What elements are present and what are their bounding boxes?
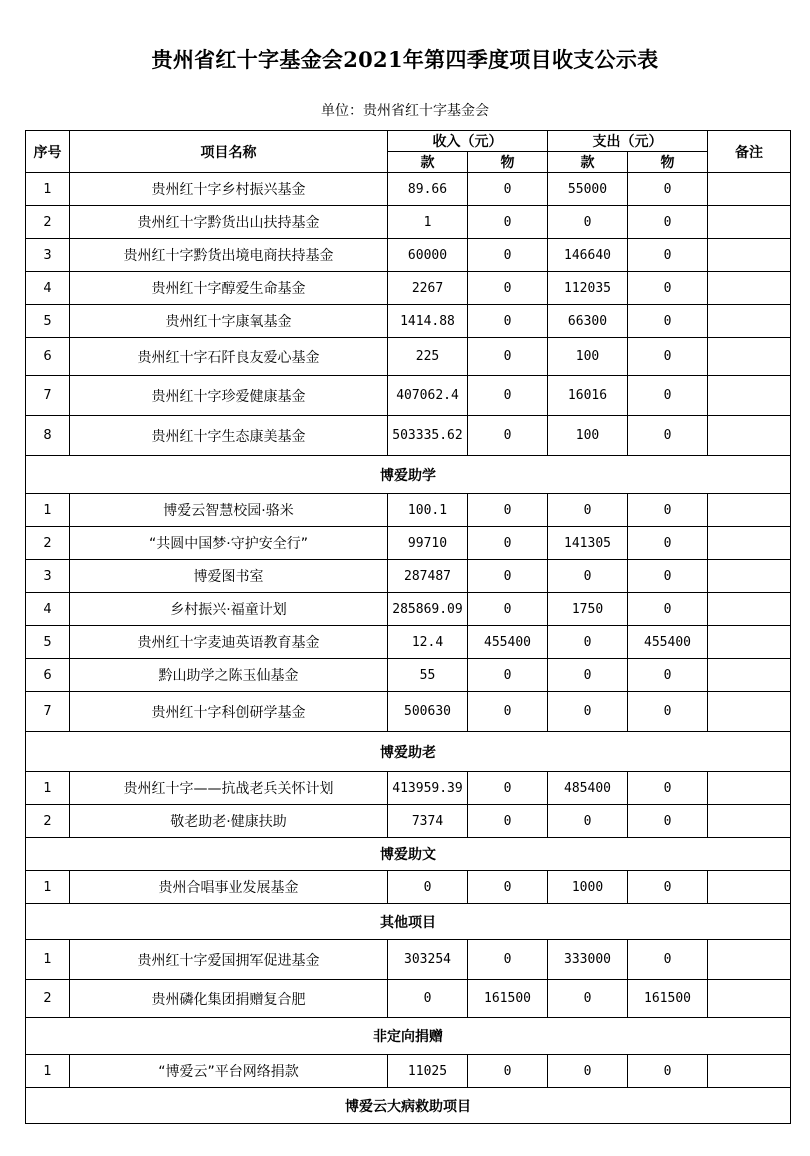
cell-expense-money: 141305 — [548, 527, 628, 560]
table-row — [26, 1055, 791, 1088]
table-row — [26, 940, 791, 980]
cell-remark — [708, 659, 791, 692]
cell-remark — [708, 494, 791, 527]
header-seq: 序号 — [26, 131, 70, 173]
section-header-row — [26, 904, 791, 940]
cell-expense-goods: 0 — [628, 173, 708, 206]
header-expense-money: 款 — [548, 152, 628, 173]
cell-expense-goods: 0 — [628, 206, 708, 239]
cell-remark — [708, 772, 791, 805]
cell-project-name: 贵州红十字珍爱健康基金 — [70, 376, 388, 416]
cell-income-money: 60000 — [388, 239, 468, 272]
cell-income-goods: 0 — [468, 527, 548, 560]
cell-remark — [708, 980, 791, 1018]
cell-income-money: 89.66 — [388, 173, 468, 206]
table-row — [26, 272, 791, 305]
cell-project-name: 贵州红十字科创研学基金 — [70, 692, 388, 732]
table-row — [26, 772, 791, 805]
cell-project-name: 贵州红十字爱国拥军促进基金 — [70, 940, 388, 980]
cell-remark — [708, 527, 791, 560]
table-row — [26, 527, 791, 560]
cell-expense-goods: 0 — [628, 1055, 708, 1088]
cell-expense-money: 55000 — [548, 173, 628, 206]
cell-income-money: 1414.88 — [388, 305, 468, 338]
cell-seq: 1 — [26, 940, 70, 980]
table-body — [26, 173, 791, 1124]
cell-seq: 3 — [26, 239, 70, 272]
cell-income-goods: 0 — [468, 1055, 548, 1088]
cell-income-goods: 0 — [468, 560, 548, 593]
cell-remark — [708, 173, 791, 206]
table-row — [26, 173, 791, 206]
cell-project-name: 贵州红十字醇爱生命基金 — [70, 272, 388, 305]
unit-label: 单位：贵州省红十字基金会 — [321, 103, 489, 119]
cell-income-money: 225 — [388, 338, 468, 376]
table-row — [26, 560, 791, 593]
cell-income-money: 99710 — [388, 527, 468, 560]
table-row — [26, 305, 791, 338]
cell-expense-money: 0 — [548, 494, 628, 527]
section-header-row — [26, 456, 791, 494]
cell-expense-goods: 0 — [628, 416, 708, 456]
cell-income-money: 55 — [388, 659, 468, 692]
cell-expense-money: 1000 — [548, 871, 628, 904]
cell-project-name: 敬老助老·健康扶助 — [70, 805, 388, 838]
cell-remark — [708, 206, 791, 239]
cell-expense-money: 66300 — [548, 305, 628, 338]
cell-expense-goods: 0 — [628, 692, 708, 732]
cell-remark — [708, 239, 791, 272]
cell-expense-goods: 0 — [628, 376, 708, 416]
cell-remark — [708, 593, 791, 626]
cell-expense-money: 0 — [548, 692, 628, 732]
table-row — [26, 980, 791, 1018]
cell-income-goods: 0 — [468, 692, 548, 732]
cell-remark — [708, 305, 791, 338]
cell-seq: 2 — [26, 206, 70, 239]
cell-income-goods: 0 — [468, 940, 548, 980]
cell-seq: 8 — [26, 416, 70, 456]
cell-project-name: 贵州红十字石阡良友爱心基金 — [70, 338, 388, 376]
cell-project-name: 贵州红十字黔货出山扶持基金 — [70, 206, 388, 239]
cell-expense-goods: 0 — [628, 305, 708, 338]
table-row — [26, 338, 791, 376]
cell-seq: 1 — [26, 772, 70, 805]
cell-expense-money: 146640 — [548, 239, 628, 272]
header-remark: 备注 — [708, 131, 791, 173]
cell-seq: 7 — [26, 376, 70, 416]
section-header-row — [26, 1088, 791, 1124]
section-header-row — [26, 732, 791, 772]
cell-income-money: 503335.62 — [388, 416, 468, 456]
cell-expense-money: 0 — [548, 1055, 628, 1088]
cell-expense-goods: 0 — [628, 871, 708, 904]
table-row — [26, 494, 791, 527]
header-income-goods: 物 — [468, 152, 548, 173]
cell-expense-money: 100 — [548, 416, 628, 456]
cell-income-goods: 0 — [468, 871, 548, 904]
cell-seq: 3 — [26, 560, 70, 593]
table-row — [26, 206, 791, 239]
header-name: 项目名称 — [70, 131, 388, 173]
header-income-money: 款 — [388, 152, 468, 173]
cell-remark — [708, 1055, 791, 1088]
cell-income-money: 413959.39 — [388, 772, 468, 805]
cell-income-money: 303254 — [388, 940, 468, 980]
header-expense-goods: 物 — [628, 152, 708, 173]
cell-expense-money: 16016 — [548, 376, 628, 416]
cell-remark — [708, 940, 791, 980]
cell-expense-money: 0 — [548, 626, 628, 659]
cell-income-money: 11025 — [388, 1055, 468, 1088]
cell-remark — [708, 376, 791, 416]
table-row — [26, 239, 791, 272]
cell-remark — [708, 272, 791, 305]
cell-income-money: 7374 — [388, 805, 468, 838]
section-title: 博爱助老 — [26, 732, 791, 772]
cell-seq: 6 — [26, 338, 70, 376]
cell-income-money: 12.4 — [388, 626, 468, 659]
table-row — [26, 871, 791, 904]
cell-seq: 4 — [26, 593, 70, 626]
cell-seq: 2 — [26, 527, 70, 560]
cell-project-name: 贵州红十字乡村振兴基金 — [70, 173, 388, 206]
table-row — [26, 593, 791, 626]
cell-project-name: 贵州合唱事业发展基金 — [70, 871, 388, 904]
report-table — [25, 130, 791, 1124]
cell-project-name: “共圆中国梦·守护安全行” — [70, 527, 388, 560]
cell-income-goods: 455400 — [468, 626, 548, 659]
table-row — [26, 805, 791, 838]
cell-expense-money: 0 — [548, 206, 628, 239]
cell-project-name: 黔山助学之陈玉仙基金 — [70, 659, 388, 692]
cell-income-money: 0 — [388, 980, 468, 1018]
cell-seq: 6 — [26, 659, 70, 692]
cell-expense-money: 1750 — [548, 593, 628, 626]
cell-project-name: 博爱云智慧校园·骆米 — [70, 494, 388, 527]
cell-project-name: “博爱云”平台网络捐款 — [70, 1055, 388, 1088]
cell-project-name: 博爱图书室 — [70, 560, 388, 593]
cell-remark — [708, 626, 791, 659]
header-income: 收入（元） — [388, 131, 548, 152]
cell-project-name: 贵州红十字黔货出境电商扶持基金 — [70, 239, 388, 272]
cell-income-goods: 161500 — [468, 980, 548, 1018]
cell-income-money: 2267 — [388, 272, 468, 305]
cell-income-goods: 0 — [468, 173, 548, 206]
cell-income-goods: 0 — [468, 772, 548, 805]
cell-income-goods: 0 — [468, 376, 548, 416]
cell-expense-goods: 161500 — [628, 980, 708, 1018]
cell-seq: 5 — [26, 626, 70, 659]
cell-expense-goods: 0 — [628, 527, 708, 560]
table-header — [26, 131, 791, 173]
section-title: 其他项目 — [26, 904, 791, 940]
cell-income-money: 285869.09 — [388, 593, 468, 626]
cell-seq: 5 — [26, 305, 70, 338]
cell-income-goods: 0 — [468, 593, 548, 626]
cell-remark — [708, 871, 791, 904]
cell-project-name: 贵州红十字康氧基金 — [70, 305, 388, 338]
cell-expense-goods: 0 — [628, 593, 708, 626]
cell-remark — [708, 338, 791, 376]
cell-remark — [708, 560, 791, 593]
header-expense: 支出（元） — [548, 131, 708, 152]
cell-income-goods: 0 — [468, 416, 548, 456]
cell-expense-goods: 0 — [628, 940, 708, 980]
cell-expense-money: 0 — [548, 659, 628, 692]
cell-expense-money: 100 — [548, 338, 628, 376]
cell-income-goods: 0 — [468, 494, 548, 527]
cell-expense-money: 0 — [548, 805, 628, 838]
cell-income-goods: 0 — [468, 805, 548, 838]
cell-project-name: 贵州磷化集团捐赠复合肥 — [70, 980, 388, 1018]
cell-expense-goods: 0 — [628, 272, 708, 305]
cell-expense-goods: 0 — [628, 338, 708, 376]
cell-expense-goods: 0 — [628, 494, 708, 527]
table-row — [26, 416, 791, 456]
cell-seq: 7 — [26, 692, 70, 732]
cell-income-money: 407062.4 — [388, 376, 468, 416]
table-row — [26, 659, 791, 692]
table-row — [26, 376, 791, 416]
table-row — [26, 626, 791, 659]
section-title: 博爱助学 — [26, 456, 791, 494]
cell-income-goods: 0 — [468, 239, 548, 272]
cell-expense-goods: 0 — [628, 772, 708, 805]
section-header-row — [26, 838, 791, 871]
cell-income-money: 0 — [388, 871, 468, 904]
cell-expense-money: 485400 — [548, 772, 628, 805]
cell-expense-goods: 455400 — [628, 626, 708, 659]
cell-expense-goods: 0 — [628, 659, 708, 692]
cell-income-money: 287487 — [388, 560, 468, 593]
cell-expense-money: 0 — [548, 980, 628, 1018]
cell-expense-goods: 0 — [628, 239, 708, 272]
cell-expense-money: 0 — [548, 560, 628, 593]
cell-expense-goods: 0 — [628, 560, 708, 593]
cell-remark — [708, 805, 791, 838]
cell-seq: 1 — [26, 494, 70, 527]
cell-expense-goods: 0 — [628, 805, 708, 838]
section-header-row — [26, 1018, 791, 1055]
cell-remark — [708, 692, 791, 732]
cell-expense-money: 112035 — [548, 272, 628, 305]
cell-seq: 4 — [26, 272, 70, 305]
cell-income-goods: 0 — [468, 659, 548, 692]
cell-seq: 2 — [26, 805, 70, 838]
section-title: 博爱助文 — [26, 838, 791, 871]
table-row — [26, 692, 791, 732]
cell-income-money: 1 — [388, 206, 468, 239]
cell-project-name: 贵州红十字——抗战老兵关怀计划 — [70, 772, 388, 805]
cell-income-goods: 0 — [468, 305, 548, 338]
cell-project-name: 乡村振兴·福童计划 — [70, 593, 388, 626]
cell-seq: 1 — [26, 871, 70, 904]
section-title: 博爱云大病救助项目 — [26, 1088, 791, 1124]
cell-project-name: 贵州红十字麦迪英语教育基金 — [70, 626, 388, 659]
page-title: 贵州省红十字基金会2021年第四季度项目收支公示表 — [151, 47, 659, 72]
cell-income-money: 500630 — [388, 692, 468, 732]
cell-seq: 1 — [26, 1055, 70, 1088]
cell-income-goods: 0 — [468, 206, 548, 239]
section-title: 非定向捐赠 — [26, 1018, 791, 1055]
cell-project-name: 贵州红十字生态康美基金 — [70, 416, 388, 456]
cell-income-goods: 0 — [468, 338, 548, 376]
cell-expense-money: 333000 — [548, 940, 628, 980]
cell-income-money: 100.1 — [388, 494, 468, 527]
cell-seq: 2 — [26, 980, 70, 1018]
cell-seq: 1 — [26, 173, 70, 206]
cell-income-goods: 0 — [468, 272, 548, 305]
cell-remark — [708, 416, 791, 456]
